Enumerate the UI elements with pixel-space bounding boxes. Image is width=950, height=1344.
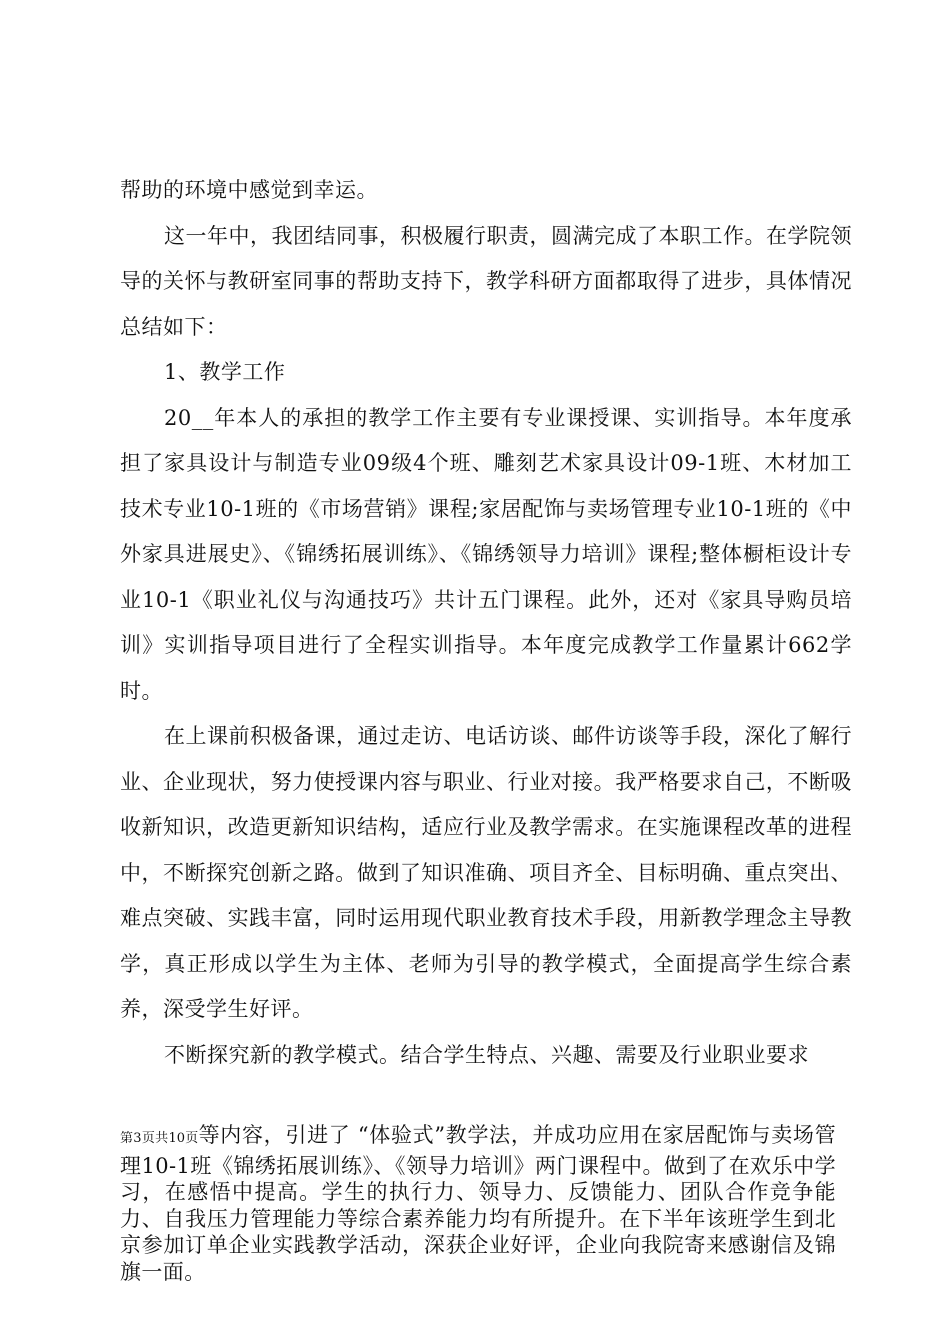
footer-text: 等内容，引进了 “体验式”教学法，并成功应用在家居配饰与卖场管理10-1班《锦绣拓展训练》、《领导力培训》两门课程中。做到了在欢乐中学习，在感悟中提高。学生的执行力、领导力、反馈能力、团队合作竞争能力、自我压力管理能力等综合素养能力均有所提升。在下半年该班学生到北京参加订单企业实践教学活动，深获企业好评，企业向我院寄来感谢信及锦旗一面。: [120, 1123, 836, 1284]
paragraph-continuation: 帮助的环境中感觉到幸运。: [120, 178, 378, 202]
paragraph-summary-intro: 这一年中，我团结同事，积极履行职责，圆满完成了本职工作。在学院领导的关怀与教研室同事的帮助支持下，教学科研方面都取得了进步，具体情况总结如下：: [120, 223, 852, 339]
paragraph-lesson-preparation: 在上课前积极备课，通过走访、电话访谈、邮件访谈等手段，深化了解行业、企业现状，努力使授课内容与职业、行业对接。我严格要求自己，不断吸收新知识，改造更新知识结构，适应行业及教学需求。在实施课程改革的进程中，不断探究创新之路。做到了知识准确、项目齐全、目标明确、重点突出、难点突破、实践丰富，同时运用现代职业教育技术手段，用新教学理念主导教学，真正形成以学生为主体、老师为引导的教学模式，全面提高学生综合素养，深受学生好评。: [120, 724, 852, 1021]
document-body: [120, 168, 852, 1078]
paragraph-teaching-model: 不断探究新的教学模式。结合学生特点、兴趣、需要及行业职业要求: [164, 1042, 809, 1067]
paragraph-teaching-workload: 20__年本人的承担的教学工作主要有专业课授课、实训指导。本年度承担了家具设计与制造专业09级4个班、雕刻艺术家具设计09-1班、木材加工技术专业10-1班的《市场营销》课程;家居配饰与卖场管理专业10-1班的《中外家具进展史》、《锦绣拓展训练》、《锦绣领导力培训》课程;整体橱柜设计专业10-1《职业礼仪与沟通技巧》共计五门课程。此外，还对《家具导购员培训》实训指导项目进行了全程实训指导。本年度完成教学工作量累计662学时。: [120, 405, 852, 703]
page-footer: [120, 1122, 836, 1285]
section-heading-teaching: 1、教学工作: [164, 360, 286, 384]
page-number: 第3页共10页: [120, 1131, 199, 1146]
